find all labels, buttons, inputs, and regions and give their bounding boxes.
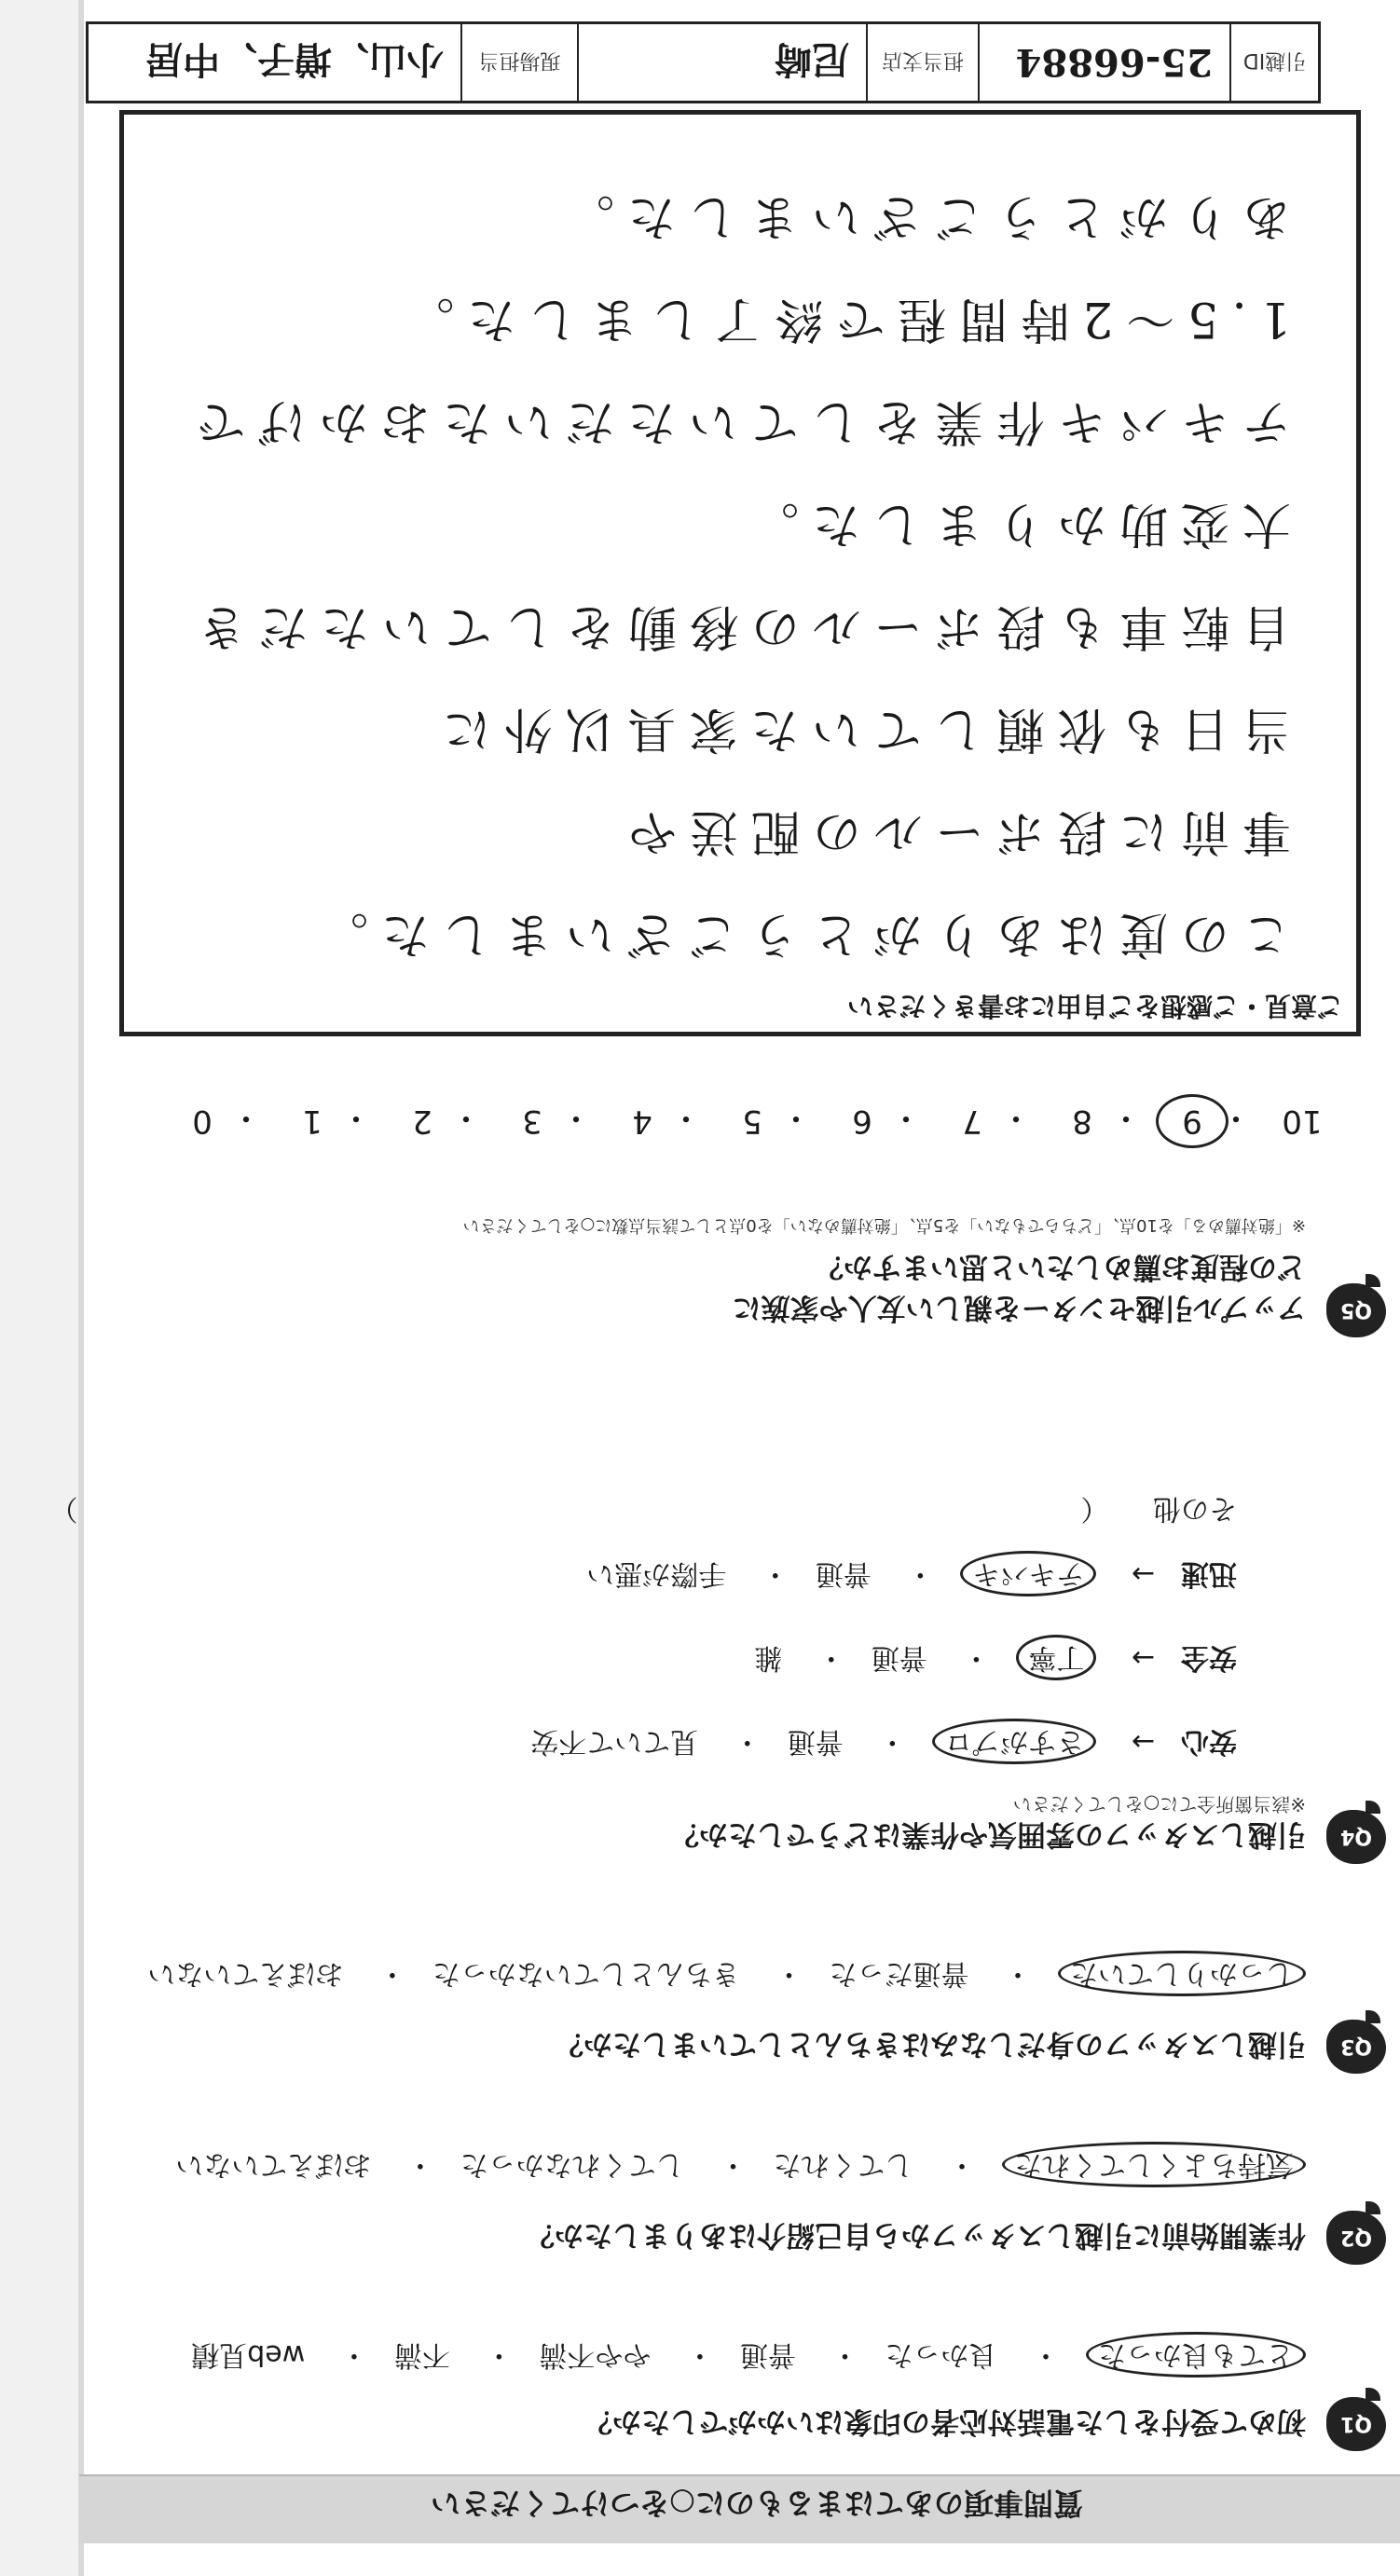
comment-title: ご意見・ご感想をご自由にお書きください xyxy=(846,991,1343,1021)
q5-note: ※「絶対薦める」を10点、「どちらでもない」を5点、「絶対薦めない」を0点として該当点数に○をしてください xyxy=(462,1215,1306,1235)
q4-option-selected[interactable]: さすがプロ xyxy=(932,1719,1096,1764)
q5-badge: Q5 xyxy=(1326,1283,1386,1337)
question-2 xyxy=(137,2129,1386,2259)
q4-row-label: 安全 xyxy=(1181,1641,1237,1674)
q3-text: 引越しスタッフの身だしなみはきちんとしていましたか？ xyxy=(555,2027,1306,2061)
q2-option[interactable]: してくれなかった xyxy=(460,2148,684,2181)
q4-row-jinsoku: 迅速→ テキパキ・ 普通・ 手際が悪い xyxy=(560,1556,1237,1597)
comment-line: 1.5〜2時間程で終了しました。 xyxy=(392,291,1291,347)
branch-value: 尼崎 xyxy=(577,24,866,101)
q4-option[interactable]: 手際が悪い xyxy=(586,1557,727,1590)
staff-label: 現場担当 xyxy=(460,24,577,101)
scale-value[interactable]: 4 xyxy=(632,1103,652,1140)
id-value: 25-66884 xyxy=(978,24,1229,101)
question-5 xyxy=(137,1173,1386,1332)
q4-row-label: 迅速 xyxy=(1181,1557,1237,1590)
q3-badge: Q3 xyxy=(1326,2020,1386,2074)
scale-value[interactable]: 7 xyxy=(962,1103,982,1140)
scale-value[interactable]: 0 xyxy=(192,1103,213,1140)
q1-text: 初めて受付をした電話対応者の印象はいかがでしたか？ xyxy=(583,2405,1306,2438)
q4-row-anzen: 安全→ 丁寧・ 普通・ 雑 xyxy=(728,1640,1237,1681)
instruction-band xyxy=(79,2474,1400,2543)
q1-option[interactable]: やや不満 xyxy=(539,2338,652,2371)
comment-line: 事前に段ボールの配送や xyxy=(615,803,1291,859)
q3-option[interactable]: おぼえていない xyxy=(147,1957,344,1990)
scan-margin xyxy=(0,0,79,2576)
comment-line: 当日も依頼していた家具以外に xyxy=(429,701,1291,757)
q1-options: とても良かった・ 良かった・ 普通・ やや不満・ 不満・ web見積 xyxy=(165,2337,1306,2378)
comment-line: この度はありがとうございました。 xyxy=(306,906,1291,962)
q4-text: 引越しスタッフの雰囲気や作業はどうでしたか？ xyxy=(670,1817,1306,1851)
q5-text-line2: どの程度お薦めしたいと思いますか？ xyxy=(815,1250,1306,1283)
q5-text-line1: アップル引越センターを親しい友人や家族に xyxy=(732,1291,1306,1324)
comment-line: ありがとうございました。 xyxy=(552,188,1291,244)
scale-value-selected[interactable]: 9 xyxy=(1164,1103,1220,1140)
q2-option-selected[interactable]: 気持ちよくしてくれた xyxy=(1002,2142,1306,2187)
q2-options: 気持ちよくしてくれた・ してくれた・ してくれなかった・ おぼえていない xyxy=(149,2147,1306,2188)
branch-label: 担当支店 xyxy=(866,24,978,101)
q4-option[interactable]: 雑 xyxy=(754,1641,783,1674)
header-id-table xyxy=(86,21,1321,103)
scale-value[interactable]: 3 xyxy=(522,1103,542,1140)
q3-options: しっかりしていた・ 普通だった・ きちんとしていなかった・ おぼえていない xyxy=(121,1956,1306,1997)
q1-option[interactable]: 不満 xyxy=(393,2338,450,2371)
staff-value: 小山、増子、中居 xyxy=(145,37,444,82)
comment-line: テキパキ作業をしていただいたおかげで xyxy=(183,393,1291,449)
scale-value[interactable]: 10 xyxy=(1282,1103,1323,1140)
q4-option[interactable]: 普通 xyxy=(871,1641,927,1674)
q4-row-label: 安心 xyxy=(1181,1725,1237,1758)
question-3 xyxy=(137,1938,1386,2068)
q4-option[interactable]: 普通 xyxy=(787,1725,844,1758)
scale-value[interactable]: 2 xyxy=(412,1103,432,1140)
q2-text: 作業開始前に引越しスタッフから自己紹介はありましたか？ xyxy=(526,2218,1306,2252)
scan-edge xyxy=(78,0,84,2576)
scale-value[interactable]: 8 xyxy=(1072,1103,1092,1140)
q2-option[interactable]: してくれた xyxy=(773,2148,913,2181)
q3-option[interactable]: きちんとしていなかった xyxy=(432,1957,740,1990)
q4-option[interactable]: 見ていて不安 xyxy=(530,1725,699,1758)
instruction-text: 質問事項のあてはまるものに○をつけてください xyxy=(431,2486,1083,2521)
q1-option[interactable]: 良かった xyxy=(885,2338,997,2371)
q4-option[interactable]: 普通 xyxy=(815,1557,872,1590)
question-1 xyxy=(137,2315,1386,2446)
q3-option-selected[interactable]: しっかりしていた xyxy=(1058,1951,1306,1996)
q1-option-selected[interactable]: とても良かった xyxy=(1086,2332,1306,2377)
q1-option[interactable]: web見積 xyxy=(191,2338,306,2371)
q1-badge: Q1 xyxy=(1326,2397,1386,2451)
q4-row-anshin: 安心→ さすがプロ・ 普通・ 見ていて不安 xyxy=(504,1724,1237,1765)
comment-line: 自転車も段ボールの移動をしていただき xyxy=(185,598,1291,654)
comment-box xyxy=(119,110,1361,1036)
q2-option[interactable]: おぼえていない xyxy=(175,2148,372,2181)
id-label: 引越ID xyxy=(1229,24,1318,101)
q2-badge: Q2 xyxy=(1326,2211,1386,2265)
q4-other: その他 （） xyxy=(49,1492,1237,1525)
scale-value[interactable]: 1 xyxy=(302,1103,323,1140)
scale-value[interactable]: 6 xyxy=(852,1103,872,1140)
q3-option[interactable]: 普通だった xyxy=(829,1957,969,1990)
q4-option-selected[interactable]: 丁寧 xyxy=(1016,1635,1096,1680)
q1-option[interactable]: 普通 xyxy=(739,2338,796,2371)
q4-note: ※該当箇所全てに○をしてください xyxy=(1012,1793,1306,1816)
question-4 xyxy=(49,1492,1386,1858)
scale-value[interactable]: 5 xyxy=(742,1103,762,1140)
comment-line: 大変助かりました。 xyxy=(736,496,1291,552)
q4-badge: Q4 xyxy=(1326,1810,1386,1864)
rating-scale: 10 ・ 9 ・ 8 ・ 7 ・ 6 ・ 5 ・ 4 ・ 3 ・ 2 ・ 1 ・ 0 xyxy=(174,1093,1330,1149)
q4-other-label: その他 xyxy=(1153,1492,1237,1525)
q4-option-selected[interactable]: テキパキ xyxy=(960,1551,1096,1596)
